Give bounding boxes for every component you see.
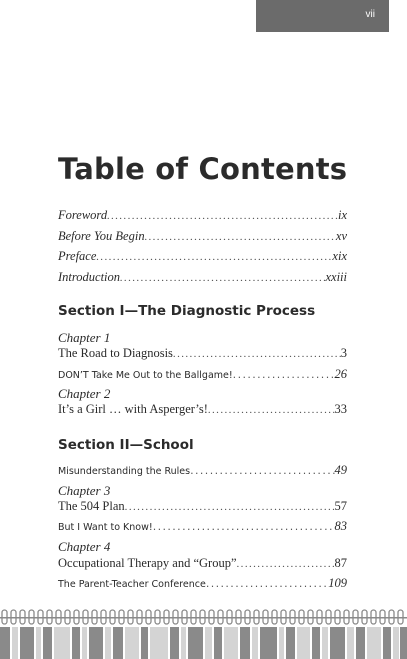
entry-page: xv (335, 229, 347, 243)
dot-leader (233, 367, 335, 382)
chapter-label-2: Chapter 2 (58, 386, 111, 401)
dot-leader (173, 347, 341, 362)
toc-entry-foreword[interactable] (58, 208, 347, 224)
border-stripe (54, 627, 70, 659)
dot-leader (120, 271, 325, 286)
border-stripe (367, 627, 381, 659)
striped-bands (0, 627, 407, 659)
border-stripe (279, 627, 284, 659)
chapter-label-4: Chapter 4 (58, 539, 111, 554)
border-stripe (297, 627, 310, 659)
border-stripe (181, 627, 186, 659)
border-stripe (170, 627, 179, 659)
dot-leader (107, 209, 338, 224)
toc-entry-occupational-therapy[interactable] (58, 556, 347, 572)
page-number: vii (365, 9, 375, 20)
border-stripe (82, 627, 87, 659)
dot-leader (96, 250, 332, 265)
dot-leader (208, 403, 335, 418)
border-stripe (224, 627, 238, 659)
entry-page: 26 (334, 367, 347, 381)
decorative-border (0, 607, 407, 659)
toc-entry-want-to-know[interactable] (58, 519, 347, 535)
border-stripe (205, 627, 212, 659)
toc-entry-preface[interactable] (58, 249, 347, 265)
border-stripe (252, 627, 258, 659)
entry-title: Preface (58, 249, 97, 263)
dot-leader (237, 557, 335, 572)
dot-leader (190, 463, 334, 478)
border-stripe (312, 627, 320, 659)
border-stripe (260, 627, 277, 659)
border-stripe (214, 627, 222, 659)
entry-title: The Parent-Teacher Conference (58, 579, 206, 590)
toc-entry-its-a-girl[interactable] (58, 402, 347, 418)
border-stripe (347, 627, 354, 659)
toc-entry-parent-teacher[interactable] (58, 576, 347, 592)
toc-entry-road-to-diagnosis[interactable] (58, 346, 347, 362)
toc-entry-before-you-begin[interactable] (58, 229, 347, 245)
entry-page: 109 (328, 576, 347, 590)
entry-page: xxiii (325, 270, 347, 284)
entry-title: DON’T Take Me Out to the Ballgame! (58, 370, 233, 381)
border-stripe (286, 627, 295, 659)
chapter-label-3: Chapter 3 (58, 483, 111, 498)
entry-page: 3 (340, 346, 347, 360)
border-stripe (89, 627, 103, 659)
border-stripe (36, 627, 41, 659)
border-stripe (322, 627, 328, 659)
entry-page: 83 (334, 519, 347, 533)
section-heading-1: Section I—The Diagnostic Process (58, 303, 316, 319)
entry-title: Introduction (58, 270, 121, 284)
border-stripe (12, 627, 18, 659)
dot-leader (153, 519, 335, 534)
border-stripe (105, 627, 111, 659)
border-stripe (141, 627, 148, 659)
toc-entry-introduction[interactable] (58, 270, 347, 286)
entry-title: But I Want to Know! (58, 522, 153, 533)
page-title: Table of Contents (58, 152, 348, 186)
border-stripe (0, 627, 10, 659)
toc-entry-504-plan[interactable] (58, 499, 347, 515)
section-heading-2: Section II—School (58, 437, 194, 453)
border-stripe (188, 627, 203, 659)
entry-title: Foreword (58, 208, 108, 222)
entry-title: It’s a Girl … with Asperger’s! (58, 402, 208, 416)
dot-leader (125, 500, 335, 515)
border-stripe (150, 627, 168, 659)
entry-page: 33 (334, 402, 347, 416)
border-stripe (400, 627, 407, 659)
entry-page: 87 (334, 556, 347, 570)
entry-title: The 504 Plan (58, 499, 125, 513)
border-stripe (383, 627, 391, 659)
dot-leader (145, 230, 336, 245)
border-stripe (356, 627, 365, 659)
border-stripe (113, 627, 123, 659)
spiral-binding (0, 610, 407, 624)
page-number-tab (256, 0, 389, 32)
border-stripe (43, 627, 52, 659)
entry-title: Occupational Therapy and “Group” (58, 556, 237, 570)
entry-page: xix (332, 249, 347, 263)
entry-page: ix (337, 208, 347, 222)
chapter-label-1: Chapter 1 (58, 330, 111, 345)
border-stripe (72, 627, 80, 659)
border-stripe (240, 627, 250, 659)
border-stripe (20, 627, 34, 659)
entry-title: Misunderstanding the Rules (58, 466, 191, 477)
toc-entry-misunderstanding-rules[interactable] (58, 463, 347, 479)
border-stripe (125, 627, 139, 659)
toc-entry-ballgame[interactable] (58, 367, 347, 383)
border-stripe (393, 627, 399, 659)
entry-page: 57 (334, 499, 347, 513)
entry-title: The Road to Diagnosis (58, 346, 173, 360)
dot-leader (206, 576, 328, 591)
entry-page: 49 (334, 463, 347, 477)
border-stripe (330, 627, 345, 659)
entry-title: Before You Begin (58, 229, 145, 243)
